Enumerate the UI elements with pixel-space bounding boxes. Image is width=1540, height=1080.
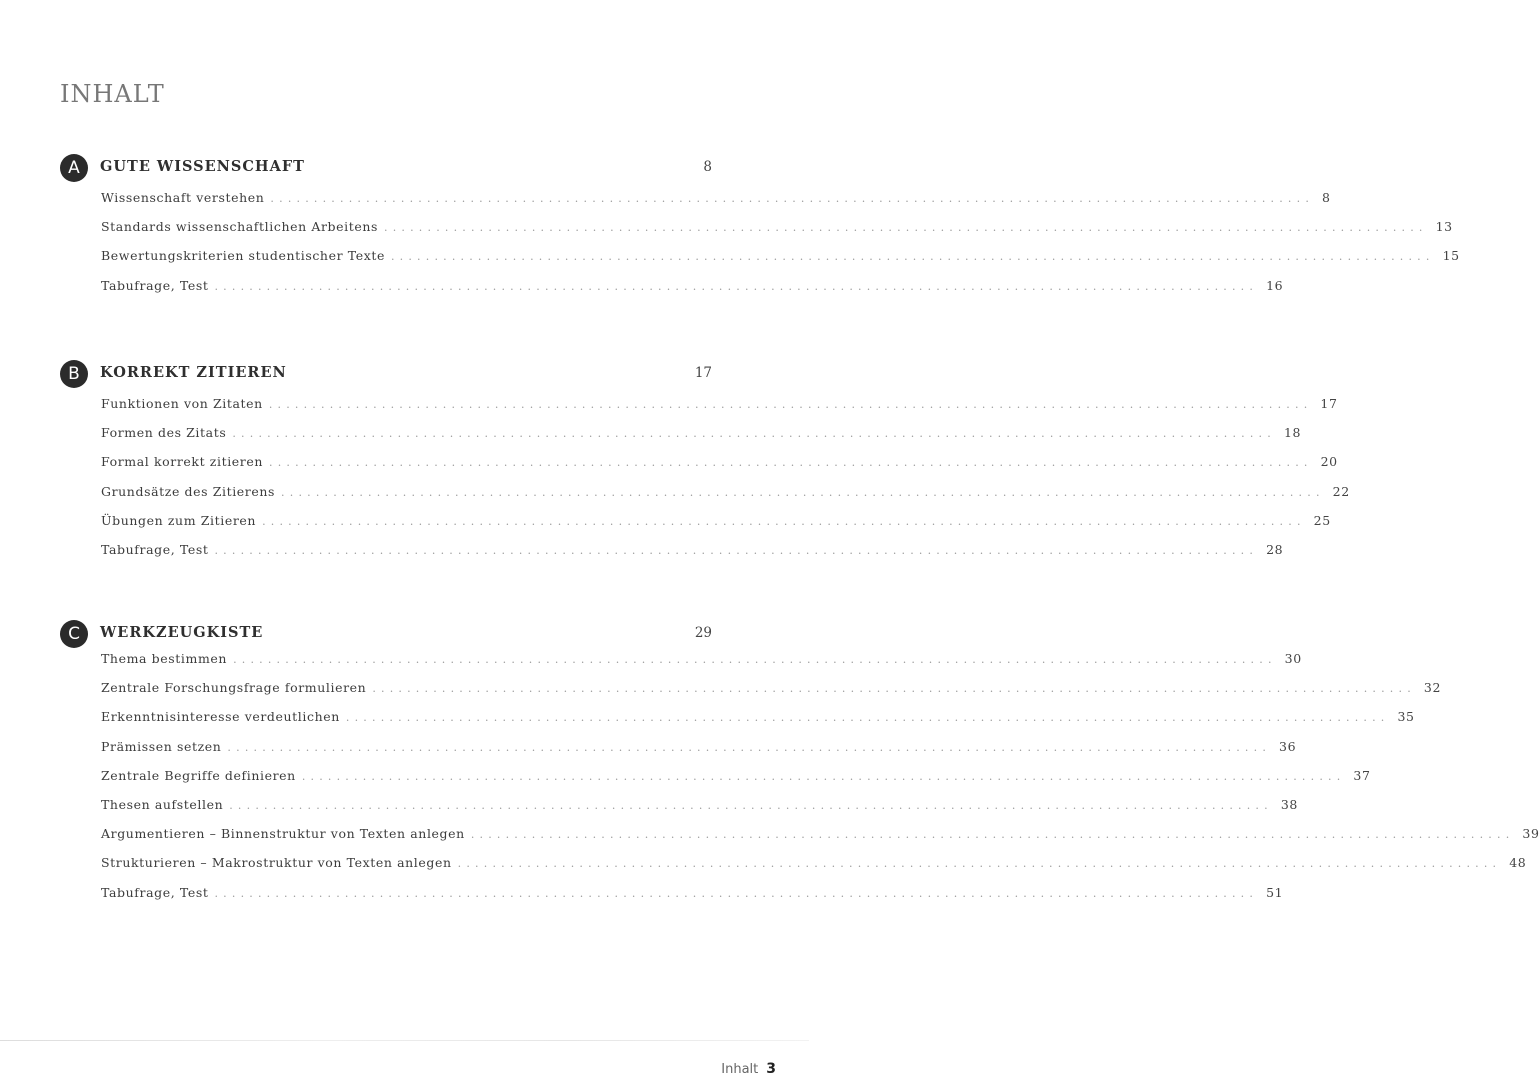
entry-page-number: 39 [1522, 826, 1540, 842]
section-header[interactable] [60, 154, 712, 184]
entry-page-number: 30 [1284, 651, 1302, 666]
entry-page-number: 32 [1423, 680, 1442, 696]
page-title: INHALT [60, 80, 165, 109]
toc-entry[interactable] [101, 709, 1415, 738]
section-b [60, 360, 1350, 571]
entry-page-number: 20 [1320, 454, 1338, 470]
entry-page-number: 38 [1280, 796, 1298, 812]
entry-page-number: 48 [1509, 855, 1527, 871]
dot-leader: ........................................................................................................................ [227, 740, 1272, 754]
toc-entry[interactable] [101, 219, 1453, 248]
entry-list [60, 396, 1350, 571]
entry-label: Tabufrage, Test [101, 277, 209, 293]
dot-leader: ........................................................................................................................ [214, 543, 1259, 557]
toc-entry[interactable] [101, 738, 1297, 768]
entry-label: Prämissen setzen [101, 738, 222, 754]
entry-page-number: 18 [1283, 425, 1302, 441]
dot-leader: ........................................................................................................................ [233, 653, 1277, 666]
entry-page-number: 51 [1266, 884, 1284, 900]
entry-page-number: 8 [1322, 190, 1331, 205]
entry-label: Tabufrage, Test [101, 884, 209, 900]
toc-entry[interactable] [101, 796, 1298, 826]
dot-leader: ........................................................................................................................ [301, 769, 1346, 783]
dot-leader: ........................................................................................................................ [232, 427, 1276, 441]
section-header[interactable] [60, 620, 712, 650]
dot-leader: ........................................................................................................................ [384, 221, 1428, 235]
entry-label: Formen des Zitats [101, 425, 227, 441]
section-title: KORREKT ZITIEREN [100, 364, 287, 381]
dot-leader: ........................................................................................................................ [229, 798, 1273, 812]
entry-page-number: 25 [1313, 512, 1331, 528]
section-c [60, 620, 1540, 914]
dot-leader: ........................................................................................................................ [270, 192, 1315, 205]
page-footer [721, 1061, 776, 1077]
toc-entry[interactable] [101, 248, 1460, 277]
section-badge: A [60, 154, 88, 182]
toc-entry[interactable] [101, 454, 1338, 483]
entry-label: Formal korrekt zitieren [101, 454, 264, 470]
toc-entry[interactable] [101, 512, 1331, 542]
entry-label: Erkenntnisinteresse verdeutlichen [101, 709, 340, 725]
section-title: GUTE WISSENSCHAFT [100, 158, 305, 175]
toc-entry[interactable] [101, 855, 1527, 884]
footer-page-number: 3 [766, 1061, 776, 1077]
toc-entry[interactable] [101, 190, 1331, 219]
entry-list [60, 190, 1460, 307]
entry-label: Bewertungskriterien studentischer Texte [101, 248, 385, 264]
entry-label: Übungen zum Zitieren [101, 512, 257, 528]
toc-entry[interactable] [101, 884, 1284, 914]
dot-leader: ........................................................................................................................ [214, 279, 1259, 293]
entry-label: Wissenschaft verstehen [101, 190, 265, 205]
toc-entry[interactable] [101, 277, 1284, 307]
section-badge: C [60, 620, 88, 648]
entry-label: Grundsätze des Zitierens [101, 483, 276, 499]
entry-label: Thesen aufstellen [101, 796, 224, 812]
entry-page-number: 22 [1332, 483, 1350, 499]
dot-leader: ........................................................................................................................ [214, 886, 1259, 900]
section-page-number: 29 [694, 625, 712, 641]
section-a [60, 154, 1460, 307]
section-title: WERKZEUGKISTE [100, 624, 264, 641]
toc-entry[interactable] [101, 767, 1371, 797]
dot-leader: ........................................................................................................................ [281, 485, 1325, 499]
dot-leader: ........................................................................................................................ [268, 398, 1313, 411]
entry-label: Thema bestimmen [101, 651, 228, 666]
dot-leader: ........................................................................................................................ [262, 514, 1306, 528]
toc-entry[interactable] [101, 826, 1540, 855]
entry-label: Tabufrage, Test [101, 541, 209, 557]
entry-page-number: 37 [1353, 767, 1371, 783]
entry-label: Strukturieren – Makrostruktur von Texten anlegen [101, 855, 452, 871]
entry-page-number: 13 [1435, 219, 1453, 235]
entry-label: Zentrale Begriffe definieren [101, 767, 296, 783]
toc-entry[interactable] [101, 651, 1302, 680]
entry-page-number: 16 [1266, 277, 1284, 293]
dot-leader: ........................................................................................................................ [269, 456, 1313, 470]
toc-entry[interactable] [101, 680, 1442, 709]
footer-label: Inhalt [721, 1062, 759, 1077]
entry-label: Funktionen von Zitaten [101, 396, 263, 411]
section-header[interactable] [60, 360, 712, 390]
entry-label: Argumentieren – Binnenstruktur von Texten anlegen [101, 826, 465, 842]
entry-page-number: 36 [1279, 738, 1297, 754]
section-page-number: 8 [703, 159, 712, 175]
entry-label: Zentrale Forschungsfrage formulieren [101, 680, 367, 696]
entry-page-number: 35 [1397, 709, 1415, 725]
dot-leader: ........................................................................................................................ [390, 250, 1435, 264]
entry-page-number: 15 [1442, 248, 1460, 264]
section-page-number: 17 [694, 365, 712, 381]
entry-page-number: 28 [1266, 541, 1284, 557]
dot-leader: ........................................................................................................................ [372, 682, 1416, 696]
toc-entry[interactable] [101, 425, 1302, 454]
entry-page-number: 17 [1320, 396, 1338, 411]
dot-leader: ........................................................................................................................ [470, 828, 1515, 842]
dot-leader: ........................................................................................................................ [345, 711, 1390, 725]
toc-entry[interactable] [101, 483, 1350, 513]
entry-label: Standards wissenschaftlichen Arbeitens [101, 219, 379, 235]
footer-divider [0, 1040, 809, 1041]
entry-list [60, 651, 1540, 914]
dot-leader: ........................................................................................................................ [457, 857, 1502, 871]
section-badge: B [60, 360, 88, 388]
toc-entry[interactable] [101, 396, 1338, 425]
toc-entry[interactable] [101, 541, 1284, 571]
